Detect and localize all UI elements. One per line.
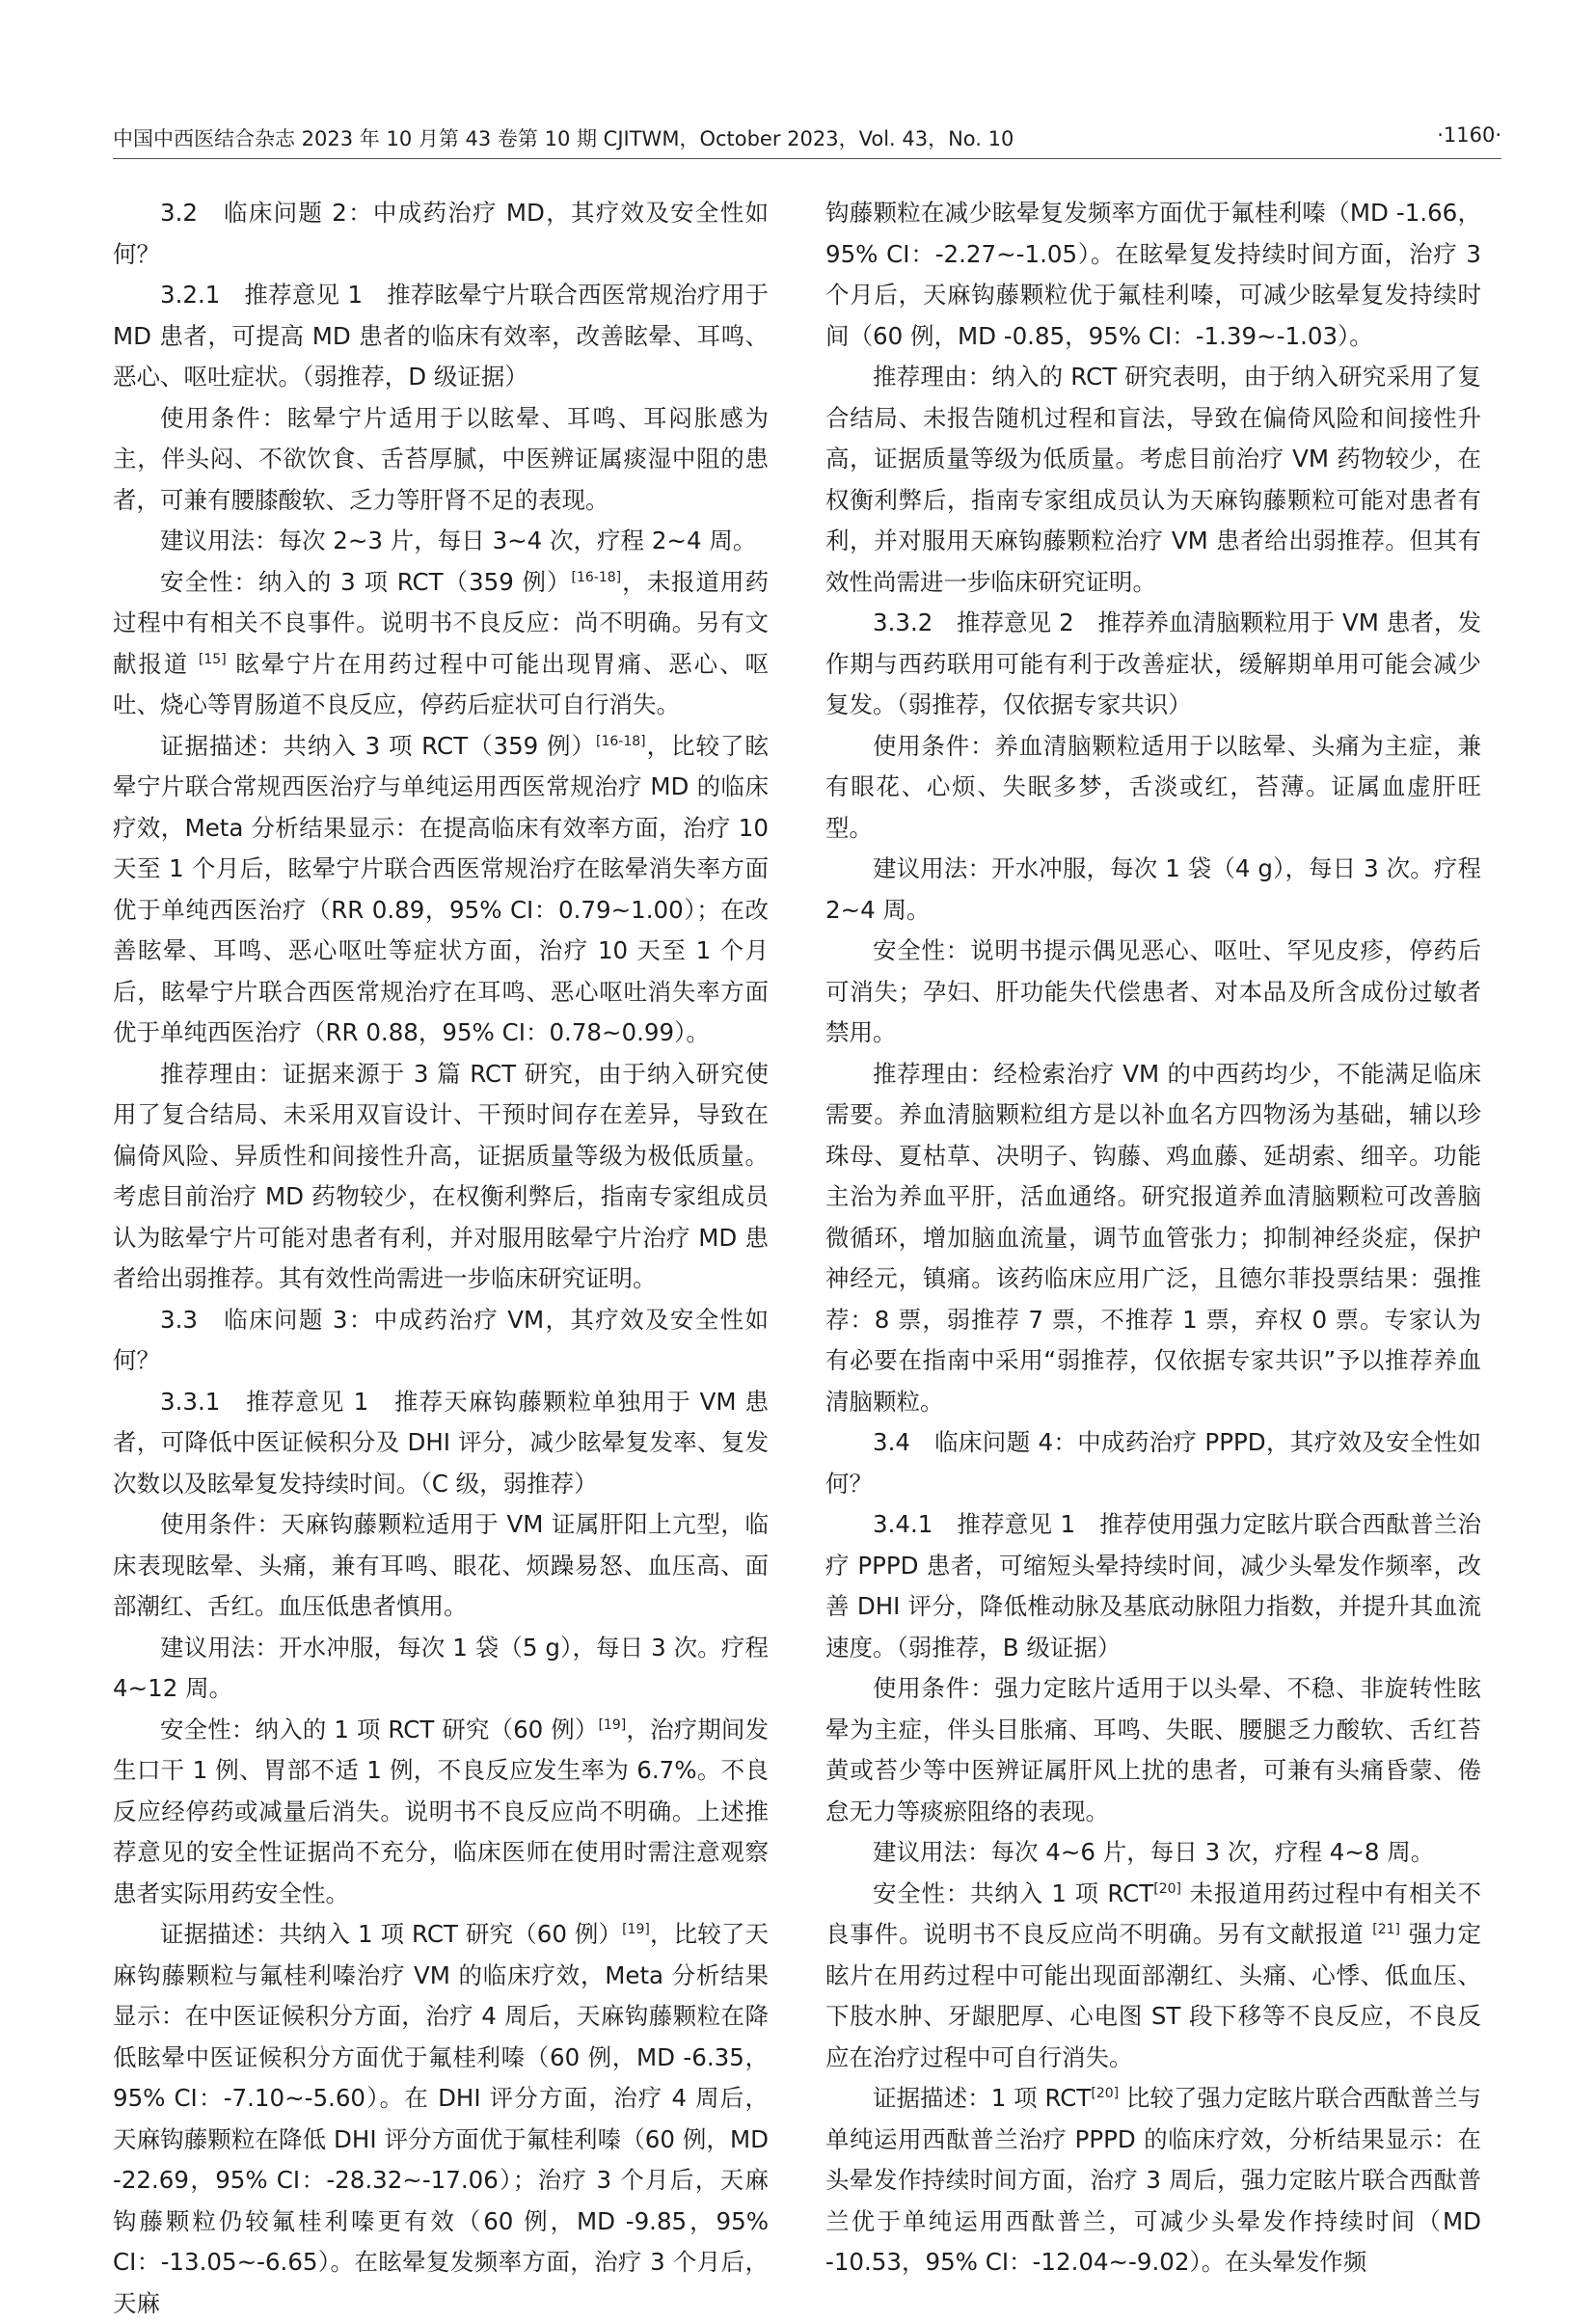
citation-ref: [20]	[1091, 2085, 1120, 2101]
paragraph-text: ，治疗期间发生口干 1 例、胃部不适 1 例，不良反应发生率为 6.7%。不良反应经停药或减量后消失。说明书不良反应尚不明确。上述推荐意见的安全性证据尚不充分，临床医师在使用时需注意观察患者实际用药安全性。	[113, 1715, 770, 1907]
right-column	[825, 193, 1481, 2283]
paragraph: 使用条件：眩晕宁片适用于以眩晕、耳鸣、耳闷胀感为主，伴头闷、不欲饮食、舌苔厚腻，中医辨证属痰湿中阻的患者，可兼有腰膝酸软、乏力等肝肾不足的表现。	[113, 403, 769, 514]
paragraph-text: ，比较了眩晕宁片联合常规西医治疗与单纯运用西医常规治疗 MD 的临床疗效，Meta 分析结果显示：在提高临床有效率方面，治疗 10 天至 1 个月后，眩晕宁片联合西医常规治疗在眩晕消失率方面优于单纯西医治疗（RR 0.89，95% CI：0.79~1.00）；在改善眩晕、耳鸣、恶心呕吐等症状方面，治疗 10 天至 1 个月后，眩晕宁片联合西医常规治疗在耳鸣、恶心呕吐消失率方面优于单纯西医治疗（RR 0.88，95% CI：0.78~0.99）。	[113, 731, 769, 1046]
paragraph: 使用条件：养血清脑颗粒适用于以眩晕、头痛为主症，兼有眼花、心烦、失眠多梦，舌淡或红，苔薄。证属血虚肝旺型。	[825, 731, 1481, 842]
paragraph: 建议用法：开水冲服，每次 1 袋（4 g），每日 3 次。疗程 2~4 周。	[825, 854, 1481, 924]
citation-ref: [20]	[1153, 1880, 1182, 1897]
citation-ref: [19]	[598, 1716, 627, 1733]
paragraph	[825, 1874, 1481, 2079]
paragraph-text: 证据描述：共纳入 1 项 RCT 研究（60 例）	[160, 1920, 623, 1948]
paragraph: 3.4 临床问题 4：中成药治疗 PPPD，其疗效及安全性如何？	[825, 1428, 1481, 1498]
paragraph-text: 强力定眩片在用药过程中可能出现面部潮红、头痛、心悸、低血压、下肢水肿、牙龈肥厚、心电图 ST 段下移等不良反应，不良反应在治疗过程中可自行消失。	[825, 1920, 1481, 2071]
paragraph: 3.2.1 推荐意见 1 推荐眩晕宁片联合西医常规治疗用于 MD 患者，可提高 MD 患者的临床有效率，改善眩晕、耳鸣、恶心、呕吐症状。（弱推荐，D 级证据）	[113, 281, 769, 391]
citation-ref: [16-18]	[571, 569, 622, 585]
paragraph: 钩藤颗粒在减少眩晕复发频率方面优于氟桂利嗪（MD -1.66，95% CI：-2.27~-1.05）。在眩晕复发持续时间方面，治疗 3 个月后，天麻钩藤颗粒优于氟桂利嗪，可减少眩晕复发持续时间（60 例，MD -0.85，95% CI：-1.39~-1.03）。	[825, 199, 1481, 350]
paragraph: 推荐理由：纳入的 RCT 研究表明，由于纳入研究采用了复合结局、未报告随机过程和盲法，导致在偏倚风险和间接性升高，证据质量等级为低质量。考虑目前治疗 VM 药物较少，在权衡利弊后，指南专家组成员认为天麻钩藤颗粒可能对患者有利，并对服用天麻钩藤颗粒治疗 VM 患者给出弱推荐。但其有效性尚需进一步临床研究证明。	[825, 363, 1481, 596]
paragraph	[113, 1710, 769, 1915]
paragraph: 建议用法：每次 4~6 片，每日 3 次，疗程 4~8 周。	[873, 1838, 1435, 1866]
paragraph: 3.2 临床问题 2：中成药治疗 MD，其疗效及安全性如何？	[113, 199, 769, 268]
paragraph: 3.4.1 推荐意见 1 推荐使用强力定眩片联合西酞普兰治疗 PPPD 患者，可缩短头晕持续时间，减少头晕发作频率，改善 DHI 评分，降低椎动脉及基底动脉阻力指数，并提升其血流速度。（弱推荐，B 级证据）	[825, 1510, 1481, 1662]
paragraph	[113, 562, 769, 726]
paragraph: 使用条件：强力定眩片适用于以头晕、不稳、非旋转性眩晕为主症，伴头目胀痛、耳鸣、失眠、腰腿乏力酸软、舌红苔黄或苔少等中医辨证属肝风上扰的患者，可兼有头痛昏蒙、倦怠无力等痰瘀阻络的表现。	[825, 1674, 1481, 1825]
running-header	[113, 123, 1501, 159]
paragraph-text: ，比较了天麻钩藤颗粒与氟桂利嗪治疗 VM 的临床疗效，Meta 分析结果显示：在中医证候积分方面，治疗 4 周后，天麻钩藤颗粒在降低眩晕中医证候积分方面优于氟桂利嗪（60 例，MD -6.35，95% CI：-7.10~-5.60）。在 DHI 评分方面，治疗 4 周后，天麻钩藤颗粒在降低 DHI 评分方面优于氟桂利嗪（60 例，MD -22.69，95% CI：-28.32~-17.06）；治疗 3 个月后，天麻钩藤颗粒仍较氟桂利嗪更有效（60 例，MD -9.85，95% CI：-13.05~-6.65）。在眩晕复发频率方面，治疗 3 个月后，天麻	[113, 1920, 770, 2317]
paragraph: 建议用法：每次 2~3 片，每日 3~4 次，疗程 2~4 周。	[160, 527, 757, 554]
paragraph-text: 安全性：共纳入 1 项 RCT	[873, 1878, 1154, 1907]
paragraph-text: 眩晕宁片在用药过程中可能出现胃痛、恶心、呕吐、烧心等胃肠道不良反应，停药后症状可自行消失。	[113, 649, 769, 718]
citation-ref: [16-18]	[596, 733, 646, 749]
citation-ref: [19]	[622, 1921, 650, 1937]
paragraph-text: 安全性：纳入的 3 项 RCT（359 例）	[160, 567, 572, 596]
paragraph-text: 未报道用药过程中有相关不良事件。说明书不良反应尚不明确。另有文献报道	[825, 1878, 1481, 1948]
paragraph	[113, 1914, 769, 2324]
paragraph: 推荐理由：经检索治疗 VM 的中西药均少，不能满足临床需要。养血清脑颗粒组方是以补血名方四物汤为基础，辅以珍珠母、夏枯草、决明子、钩藤、鸡血藤、延胡索、细辛。功能主治为养血平肝，活血通络。研究报道养血清脑颗粒可改善脑微循环，增加脑血流量，调节血管张力；抑制神经炎症，保护神经元，镇痛。该药临床应用广泛，且德尔菲投票结果：强推荐：8 票，弱推荐 7 票，不推荐 1 票，弃权 0 票。专家认为有必要在指南中采用“弱推荐，仅依据专家共识”予以推荐养血清脑颗粒。	[825, 1059, 1481, 1416]
citation-ref: [21]	[1372, 1921, 1401, 1937]
paragraph: 3.3.1 推荐意见 1 推荐天麻钩藤颗粒单独用于 VM 患者，可降低中医证候积分及 DHI 评分，减少眩晕复发率、复发次数以及眩晕复发持续时间。（C 级，弱推荐）	[113, 1387, 769, 1498]
paragraph: 3.3.2 推荐意见 2 推荐养血清脑颗粒用于 VM 患者，发作期与西药联用可能有利于改善症状，缓解期单用可能会减少复发。（弱推荐，仅依据专家共识）	[825, 608, 1481, 718]
left-column	[113, 193, 769, 2324]
paragraph	[113, 726, 769, 1054]
paragraph: 使用条件：天麻钩藤颗粒适用于 VM 证属肝阳上亢型，临床表现眩晕、头痛，兼有耳鸣、眼花、烦躁易怒、血压高、面部潮红、舌红。血压低患者慎用。	[113, 1510, 769, 1620]
paragraph-text: 安全性：纳入的 1 项 RCT 研究（60 例）	[160, 1715, 599, 1743]
paragraph: 3.3 临床问题 3：中成药治疗 VM，其疗效及安全性如何？	[113, 1305, 769, 1374]
journal-citation: 中国中西医结合杂志 2023 年 10 月第 43 卷第 10 期 CJITWM，October 2023，Vol. 43，No. 10	[113, 127, 1014, 150]
paragraph: 建议用法：开水冲服，每次 1 袋（5 g），每日 3 次。疗程 4~12 周。	[113, 1633, 769, 1702]
page-number: ·1160·	[1437, 123, 1501, 147]
paragraph: 安全性：说明书提示偶见恶心、呕吐、罕见皮疹，停药后可消失；孕妇、肝功能失代偿患者、对本品及所含成份过敏者禁用。	[825, 936, 1481, 1046]
paragraph-text: ，未报道用药过程中有相关不良事件。说明书不良反应：尚不明确。另有文献报道	[113, 567, 769, 678]
paragraph	[825, 2078, 1481, 2283]
paragraph: 推荐理由：证据来源于 3 篇 RCT 研究，由于纳入研究使用了复合结局、未采用双盲设计、干预时间存在差异，导致在偏倚风险、异质性和间接性升高，证据质量等级为极低质量。考虑目前治疗 MD 药物较少，在权衡利弊后，指南专家组成员认为眩晕宁片可能对患者有利，并对服用眩晕宁片治疗 MD 患者给出弱推荐。其有效性尚需进一步临床研究证明。	[113, 1059, 769, 1292]
paragraph-text: 证据描述：共纳入 3 项 RCT（359 例）	[160, 731, 596, 760]
paragraph-text: 证据描述：1 项 RCT	[873, 2084, 1092, 2112]
citation-ref: [15]	[198, 651, 227, 667]
paragraph-text: 比较了强力定眩片联合西酞普兰与单纯运用西酞普兰治疗 PPPD 的临床疗效，分析结果显示：在头晕发作持续时间方面，治疗 3 周后，强力定眩片联合西酞普兰优于单纯运用西酞普兰，可减少头晕发作持续时间（MD -10.53，95% CI：-12.04~-9.02）。在头晕发作频	[825, 2084, 1481, 2276]
